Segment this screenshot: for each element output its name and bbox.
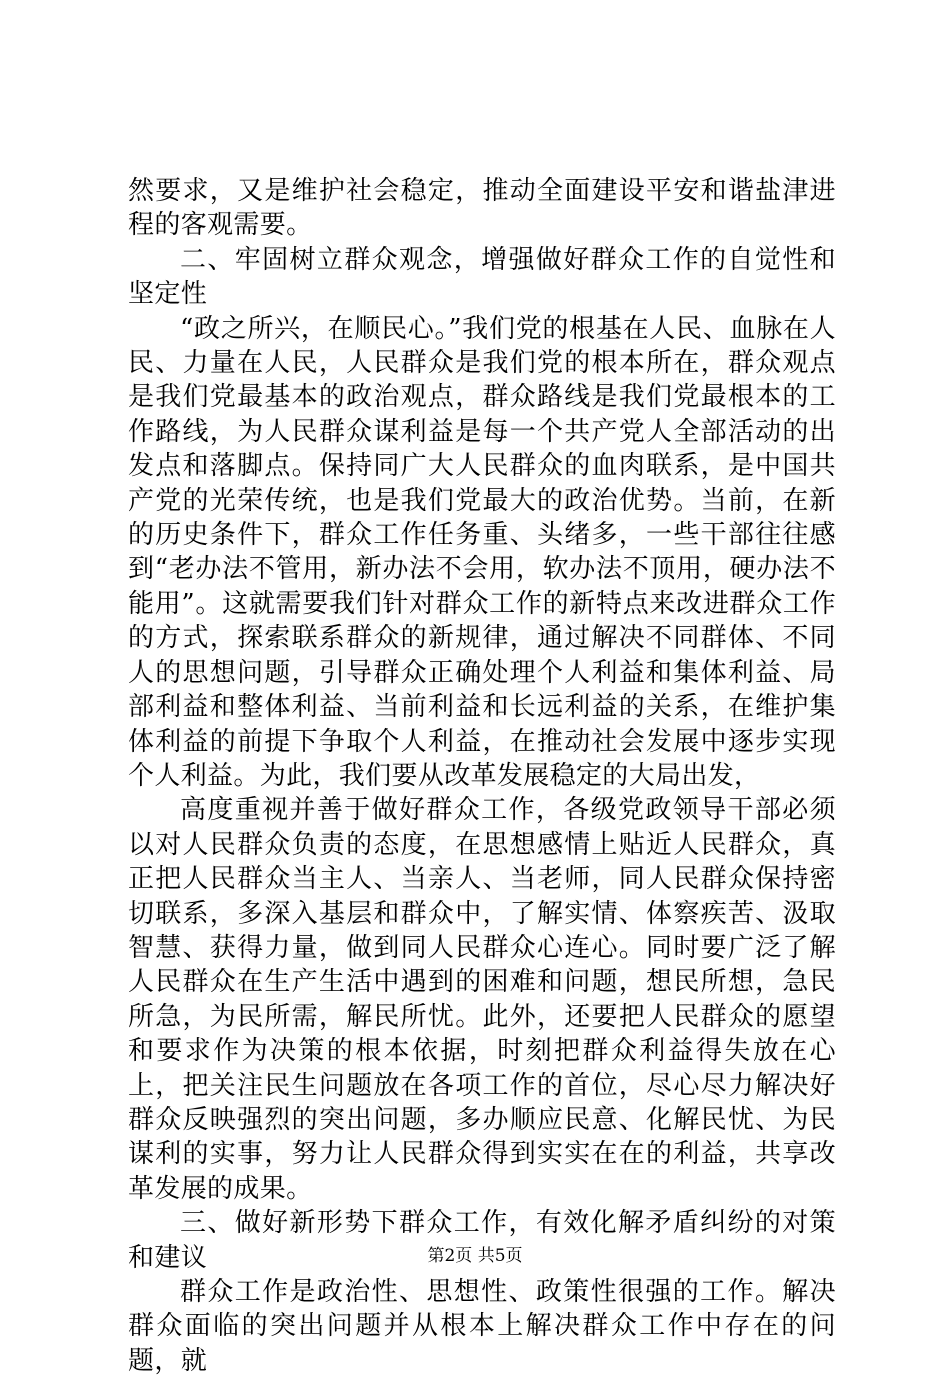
paragraph: 高度重视并善于做好群众工作，各级党政领导干部必须以对人民群众负责的态度，在思想感情上贴近人民群众，真正把人民群众当主人、当亲人、当老师，同人民群众保持密切联系，多深入基层和群众中，了解实情、体察疾苦、汲取智慧、获得力量，做到同人民群众心连心。同时要广泛了解人民群众在生产生活中遇到的困难和问题，想民所想，急民所急，为民所需，解民所忧。此外，还要把人民群众的愿望和要求作为决策的根本依据，时刻把群众利益得失放在心上，把关注民生问题放在各项工作的首位，尽心尽力解决好群众反映强烈的突出问题，多办顺应民意、化解民忧、为民谋利的实事，努力让人民群众得到实实在在的利益，共享改革发展的成果。 [128, 795, 836, 1204]
page-footer: 第2页 共5页 [427, 1246, 523, 1266]
section-heading: 三、做好新形势下群众工作，有效化解矛盾纠纷的对策和建议 [128, 1208, 836, 1273]
document-body [128, 174, 836, 1378]
paragraph: 群众工作是政治性、思想性、政策性很强的工作。解决群众面临的突出问题并从根本上解决群众工作中存在的问题，就 [128, 1277, 836, 1376]
paragraph: “政之所兴，在顺民心。”我们党的根基在人民、血脉在人民、力量在人民，人民群众是我们党的根本所在，群众观点是我们党最基本的政治观点，群众路线是我们党最根本的工作路线，为人民群众谋利益是每一个共产党人全部活动的出发点和落脚点。保持同广大人民群众的血肉联系，是中国共产党的光荣传统，也是我们党最大的政治优势。当前，在新的历史条件下，群众工作任务重、头绪多，一些干部往往感到“老办法不管用，新办法不会用，软办法不顶用，硬办法不能用”。这就需要我们针对群众工作的新特点来改进群众工作的方式，探索联系群众的新规律，通过解决不同群体、不同人的思想问题，引导群众正确处理个人利益和集体利益、局部利益和整体利益、当前利益和长远利益的关系，在维护集体利益的前提下争取个人利益，在推动社会发展中逐步实现个人利益。为此，我们要从改革发展稳定的大局出发， [128, 313, 836, 791]
section-heading: 二、牢固树立群众观念，增强做好群众工作的自觉性和坚定性 [128, 244, 836, 310]
paragraph: 然要求，又是维护社会稳定，推动全面建设平安和谐盐津进程的客观需要。 [128, 176, 836, 241]
